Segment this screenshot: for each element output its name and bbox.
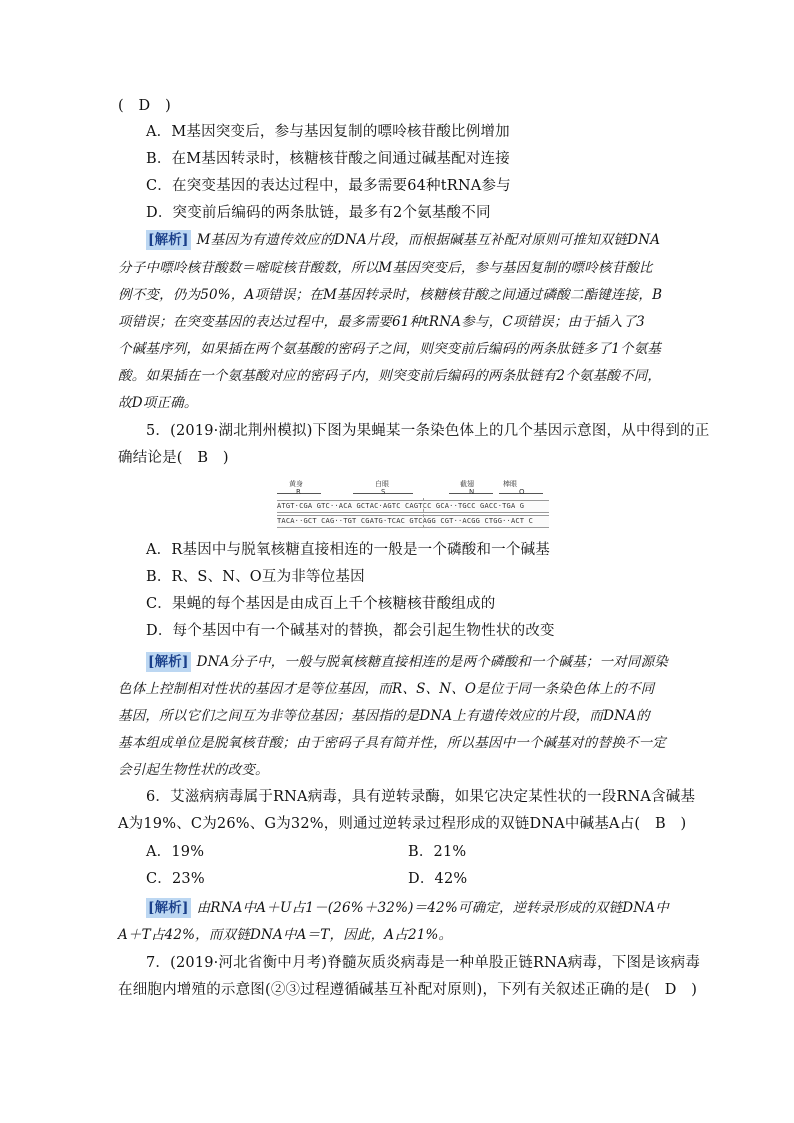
q5-solution-line-5: 会引起生物性状的改变。 [118, 762, 269, 778]
q5-solution-line-2: 色体上控制相对性状的基因才是等位基因，而R、S、N、O是位于同一条染色体上的不同 [118, 681, 655, 697]
q6-option-a: A．19% [146, 844, 205, 860]
q4-option-b: B．在M基因转录时，核糖核苷酸之间通过碱基配对连接 [146, 151, 511, 167]
gene-trait-label: 黄身 [289, 480, 303, 488]
q4-solution-line-5: 个碱基序列，如果插在两个氨基酸的密码子之间，则突变前后编码的两条肽链多了1个氨基 [118, 341, 662, 357]
gene-diagram [263, 478, 555, 528]
q4-solution-line-3: 例不变，仍为50%，A项错误；在M基因转录时，核糖核苷酸之间通过磷酸二酯键连接，B [118, 287, 663, 303]
q6-option-c: C．23% [146, 871, 205, 887]
solution-tag: [解析] [148, 900, 189, 916]
solution-tag: [解析] [148, 654, 189, 670]
q5-solution-line-1: [解析] DNA分子中，一般与脱氧核糖直接相连的是两个磷酸和一个碱基；一对同源染 [148, 654, 668, 670]
q4-solution-line-7: 故D项正确。 [118, 395, 198, 411]
q6-stem-line-1: 6．艾滋病病毒属于RNA病毒，具有逆转录酶，如果它决定某性状的一段RNA含碱基 [146, 789, 696, 805]
gene-trait-label: 白眼 [375, 480, 389, 488]
q5-option-c: C．果蝇的每个基因是由成百上千个核糖核苷酸组成的 [146, 596, 496, 612]
gene-trait-label: 截翅 [460, 480, 474, 488]
q4-option-a: A．M基因突变后，参与基因复制的嘌呤核苷酸比例增加 [146, 124, 510, 140]
q6-solution-line-1: [解析] 由RNA中A＋U占1－(26%＋32%)＝42%可确定，逆转录形成的双链DNA中 [148, 900, 669, 916]
gene-letter: S [381, 488, 386, 496]
gene-letter: O [519, 488, 525, 496]
q4-option-c: C．在突变基因的表达过程中，最多需要64种tRNA参与 [146, 178, 511, 194]
q4-solution-line-4: 项错误；在突变基因的表达过程中，最多需要61种tRNA参与，C项错误；由于插入了3 [118, 314, 645, 330]
q7-stem-line-1: 7．(2019·河北省衡中月考)脊髓灰质炎病毒是一种单股正链RNA病毒，下图是该病毒 [146, 955, 701, 971]
dna-strand-top: ATGT·CGA GTC··ACA GCTAC·AGTC CAGTCC GCA··TGCC GACC·TGA G [277, 500, 549, 513]
q5-stem-line-2: 确结论是( B ) [118, 450, 229, 466]
q5-stem-line-1: 5．(2019·湖北荆州模拟)下图为果蝇某一条染色体上的几个基因示意图，从中得到的正 [146, 423, 710, 439]
q4-answer: ( D ) [118, 98, 171, 114]
q6-option-d: D．42% [408, 871, 468, 887]
gene-trait-label: 棒眼 [503, 480, 517, 488]
q6-stem-line-2: A为19%、C为26%、G为32%，则通过逆转录过程形成的双链DNA中碱基A占( B ) [118, 816, 687, 832]
q5-solution-line-4: 基本组成单位是脱氧核苷酸；由于密码子具有简并性，所以基因中一个碱基对的替换不一定 [118, 735, 666, 751]
q4-solution-line-1: [解析] M基因为有遗传效应的DNA片段，而根据碱基互补配对原则可推知双链DNA [148, 232, 661, 248]
q5-option-d: D．每个基因中有一个碱基对的替换，都会引起生物性状的改变 [146, 623, 555, 639]
q4-solution-line-6: 酸。如果插在一个氨基酸对应的密码子内，则突变前后编码的两条肽链有2个氨基酸不同， [118, 368, 662, 384]
q5-option-b: B．R、S、N、O互为非等位基因 [146, 569, 365, 585]
q4-solution-line-2: 分子中嘌呤核苷酸数＝嘧啶核苷酸数，所以M基因突变后，参与基因复制的嘌呤核苷酸比 [118, 260, 653, 276]
q7-stem-line-2: 在细胞内增殖的示意图(②③过程遵循碱基互补配对原则)，下列有关叙述正确的是( D ) [118, 982, 698, 998]
q4-option-d: D．突变前后编码的两条肽链，最多有2个氨基酸不同 [146, 205, 491, 221]
q6-option-b: B．21% [408, 844, 467, 860]
strand-break [423, 498, 424, 528]
q5-option-a: A．R基因中与脱氧核糖直接相连的一般是一个磷酸和一个碱基 [146, 542, 550, 558]
q6-solution-line-2: A＋T占42%，而双链DNA中A＝T，因此，A占21%。 [118, 927, 453, 943]
gene-letter: N [469, 488, 475, 496]
q5-solution-line-3: 基因，所以它们之间互为非等位基因；基因指的是DNA上有遗传效应的片段，而DNA的 [118, 708, 650, 724]
dna-strand-bottom: TACA··GCT CAG··TGT CGATG·TCAC GTCAGG CGT··ACGG CTGG··ACT C [277, 515, 549, 528]
solution-tag: [解析] [148, 232, 189, 248]
gene-letter: R [296, 488, 301, 496]
